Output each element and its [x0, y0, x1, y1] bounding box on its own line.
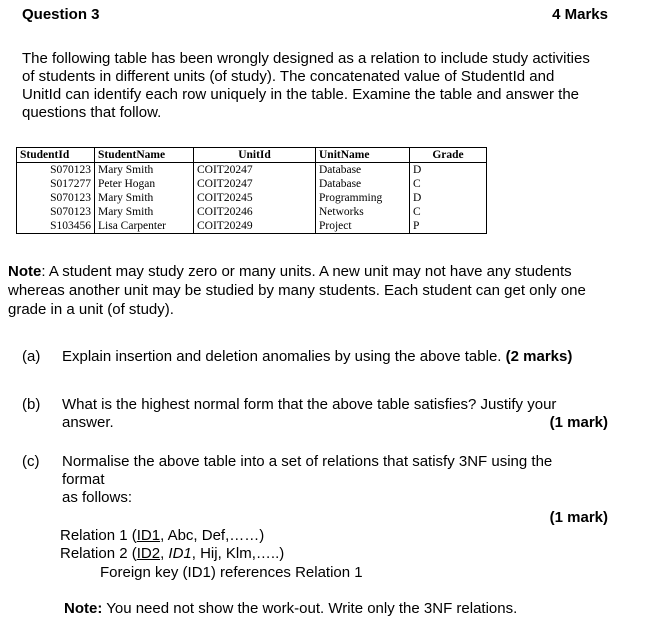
question-b-line1: What is the highest normal form that the above table satisfies? Justify your: [62, 396, 557, 413]
question-a-text: Explain insertion and deletion anomalies by using the above table. (2 marks): [62, 348, 573, 365]
cell-studentname: Lisa Carpenter: [95, 219, 194, 234]
student-units-table: [16, 147, 487, 234]
question-b-label: (b): [22, 396, 41, 413]
relation-1-key: ID1: [136, 527, 161, 544]
cell-studentid: S070123: [17, 191, 95, 205]
cell-studentid: S017277: [17, 177, 95, 191]
question-title: Question 3: [22, 6, 100, 23]
cell-studentname: Mary Smith: [95, 163, 194, 178]
table-row: [17, 191, 487, 205]
cell-unitname: Database: [316, 163, 410, 178]
intro-paragraph: The following table has been wrongly designed as a relation to include study activities of students in different units (of study). The concatenated value of StudentId and UnitId can identify each row uniquely in the table. Examine the table and answer the questions that follow.: [22, 50, 590, 121]
cell-unitid: COIT20247: [194, 177, 316, 191]
footer-note-text: You need not show the work-out. Write only the 3NF relations.: [102, 600, 518, 617]
cell-studentid: S070123: [17, 205, 95, 219]
cell-unitname: Database: [316, 177, 410, 191]
relation-2-foreign-key: ID1: [168, 545, 192, 562]
table-header-row: [17, 148, 487, 163]
question-c-marks: (1 mark): [549, 509, 608, 526]
question-a-label: (a): [22, 348, 41, 365]
cell-unitname: Networks: [316, 205, 410, 219]
table-row: [17, 219, 487, 234]
cell-unitid: COIT20249: [194, 219, 316, 234]
cell-unitname: Project: [316, 219, 410, 234]
note-text: : A student may study zero or many units. A new unit may not have any students whereas another unit may be studied by many students. Each student can get only one grade in a unit (of study).: [8, 263, 586, 318]
relation-1-format: Relation 1 (ID1, Abc, Def,……): [60, 527, 265, 544]
cell-studentid: S103456: [17, 219, 95, 234]
question-c: [22, 453, 622, 533]
cell-grade: D: [410, 191, 487, 205]
question-a-marks: (2 marks): [505, 348, 573, 365]
cell-studentname: Mary Smith: [95, 191, 194, 205]
question-c-label: (c): [22, 453, 40, 470]
cell-studentname: Mary Smith: [95, 205, 194, 219]
cell-grade: P: [410, 219, 487, 234]
question-b-line2: answer.: [62, 414, 114, 431]
question-marks: 4 Marks: [552, 6, 608, 23]
table-row: [17, 205, 487, 219]
footer-note-label: Note:: [64, 600, 103, 617]
relation-2-key: ID2: [136, 545, 161, 562]
col-header-studentid: StudentId: [17, 148, 95, 163]
col-header-studentname: StudentName: [95, 148, 194, 163]
cell-grade: C: [410, 205, 487, 219]
cell-studentid: S070123: [17, 163, 95, 178]
cell-unitid: COIT20246: [194, 205, 316, 219]
cell-unitid: COIT20245: [194, 191, 316, 205]
footer-note: [64, 600, 517, 617]
col-header-unitname: UnitName: [316, 148, 410, 163]
cell-unitname: Programming: [316, 191, 410, 205]
question-c-line2: format: [62, 471, 105, 488]
col-header-grade: Grade: [410, 148, 487, 163]
note-label: Note: [8, 263, 42, 280]
relation-2-format: Relation 2 (ID2, ID1, Hij, Klm,…..): [60, 545, 285, 562]
cell-unitid: COIT20247: [194, 163, 316, 178]
table-row: [17, 163, 487, 178]
cell-grade: C: [410, 177, 487, 191]
question-c-line3: as follows:: [62, 489, 133, 506]
question-b-marks: (1 mark): [549, 414, 608, 431]
cell-studentname: Peter Hogan: [95, 177, 194, 191]
note-paragraph: [8, 262, 608, 319]
table-row: [17, 177, 487, 191]
question-a: [22, 348, 622, 368]
col-header-unitid: UnitId: [194, 148, 316, 163]
question-c-line1: Normalise the above table into a set of relations that satisfy 3NF using the: [62, 453, 553, 470]
cell-grade: D: [410, 163, 487, 178]
foreign-key-line: Foreign key (ID1) references Relation 1: [100, 564, 363, 581]
question-b: [22, 396, 622, 436]
